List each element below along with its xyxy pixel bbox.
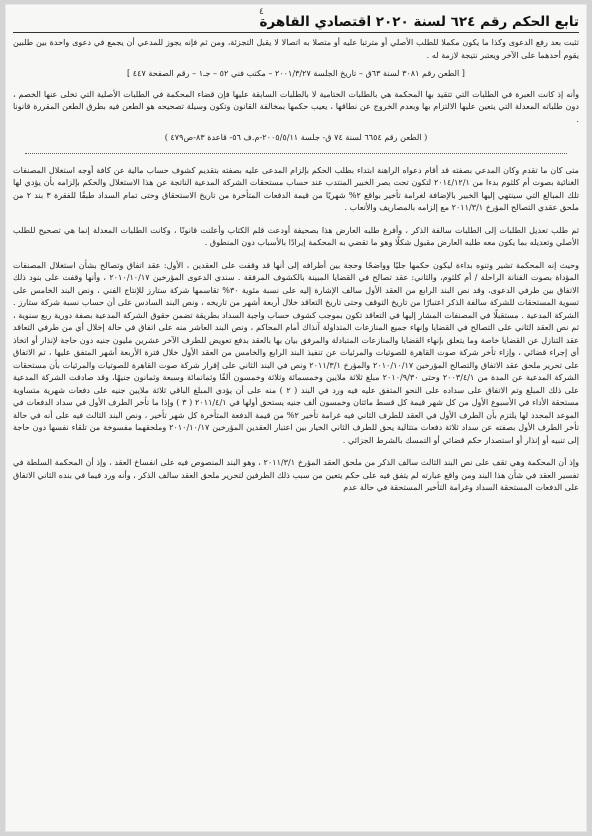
paragraph-4: ثم طلب تعديل الطلبات إلى الطلبات سالفة الذكر ، وأفرغ طلبه العارض هذا بصحيفة أودعت قلم الكتاب وأعلنت قانونًا ، وكانت الطلبات المعدلة إنما هي تصحيح للطلب الأصلي وتعديله بما يكون معه طلبه العارض مقبول شكلًا وهو ما تقضي به المحكمة إيرادًا بالأسباب دون المنطوق . bbox=[13, 224, 579, 247]
page-number: ٤ bbox=[259, 7, 264, 17]
paragraph-2: وأنه إذ كانت العبرة في الطلبات التي تتقيد بها المحكمة هي بالطلبات الختامية لا بالطلبات السابقة عليها فإن قضاء المحكمة في الطلبات الأصلية التي تخلى عنها الخصم ، دون طلباته المعدلة التي يتعين عليها الالتزام بها وبعدم الخروج عن نطاقها ، يعيب حكمها بمخالفة القانون وتكون وسيلة تصحيحه هو الطعن فيه بطرق الطعن المقررة قانونا . bbox=[13, 88, 579, 124]
paragraph-6: وإذ أن المحكمة وهي تقف على نص البند الثالث سالف الذكر من ملحق العقد المؤرخ ٢٠١١/٣/١ ، وهو البند المنصوص فيه على انفساخ العقد ، وإذ أن المحكمة السلطة في تفسير العقد في شأن هذا البند ومن واقع عبارته لم يتفق فيه على حكم يتعين من سبب ذلك الطرفين لتحرير ملحق العقد سالف الذكر ، وأنه ورد فيما في بنده الثاني الاتفاق على الدفعات المستحقة السداد وغرامة التأخير المستحقة في حالة عدم bbox=[13, 457, 580, 492]
citation-2: ( الطعن رقم ٦٦٥٤ لسنة ٧٤ ق- جلسة ٢٠٠٥/٥/١١-م.ف ٥٦- قاعدة ٨٣-ص٤٧٩ ) bbox=[164, 132, 428, 142]
paragraph-5: وحيث إنه المحكمة تشير وتنوه بداءة ليكون حكمها جليًا وواضحًا وحجة بين أطرافه إلى أنها قد وقفت على العقدين ، الأول: عقد اتفاق وتصالح بشأن استغلال المصنفات المؤداة بصوت الفنانة الراحلة / أم كلثوم، والثاني: عقد تصالح في القضايا المبينة بالكشوف المرفقة . سندي الدعوى المؤرخين ٢٠١٠/١٠/١٧ ، وأنها وقفت على بنود ذلك الاتفاق بين طرفي الدعوى، وقد نص البند الرابع من العقد الأول سالف الإشارة إليه على نسبة مئوية ٣٠% تقاسمها شركة ستارز للإنتاج الفني ، ونص البند الخامس على تسوية المستحقات للشركة سالفة الذكر اعتبارًا من تاريخ التوقف وحتى تاريخ التعاقد خلال أربعة أشهر من تاريخه ، ونص البند السادس على أن حساب نسبة شركة ستارز . الشركة المدعية . مستقبلًا في المصنفات المشار إليها في التعاقد تكون بموجب كشوف حساب واجبة السداد بطريقة تضمن حقوق الشركة المدعية بصفة دورية ربع سنوية ، ثم نص العقد الثاني على التصالح في القضايا وإنهاء جميع المنازعات المتداولة آنذاك أمام المحاكم ، ونص البند العاشر منه على اتفاق في حالة إخلال أي من طرفي التعاقد عقد التنازل عن القضايا خاصة وما يتعلق بإنهاء القضايا والمنازعات المتبادلة والمرفق بيان بها بالعقد بدفع تعويض للطرف الآخر عشرين مليون جنيه دون حاجة لإنذار أو اتخاذ أي إجراء قضائي ، وإزاء تأخر شركة صوت القاهرة للصوتيات والمرئيات عن تنفيذ البند الرابع والخامس من العقد الأول خلال فترة الأربعة أشهر المتفق عليها ، تم الاتفاق على تحرير ملحق عقد الاتفاق والتصالح المؤرخين ٢٠١٠/١٠/١٧ والمؤرخ ٢٠١١/٣/١ ونص في البند الثاني على إقرار شركة صوت القاهرة للصوتيات والمرئيات بأن مستحقات الشركة المدعية عن المدة من ٢٠٠٣/٤/١ وحتى ٢٠١٠/٩/٣٠ مبلغ ثلاثة ملايين وخمسمائة وثلاثة وخمسون ألفًا وثمانمائة وسبعة وثمانون جنيهًا، وقد صادقت الشركة المدعية على ذلك المبلغ وتم الاتفاق على سداده على النحو المتفق عليه فيه ورد في البند ( ٢ ) منه على أن يؤدي المبلغ الباقي ثلاثة ملايين جنيه على دفعات شهرية متساوية مستحقة الأداء في الأسبوع الأول من كل شهر قيمة كل قسط مائتان وخمسون ألف جنيه يستحق أولها في ٢٠١١/٤/١ ( ٣ ) وإذا ما تأخر الطرف الأول في سداد الدفعات في الموعد المحدد لها يلتزم بأن الطرف الأول في العقد للطرف الثاني فيه غرامة تأخير ٢% من قيمة الدفعة المتأخرة كل شهر تأخير ، ونص البند الثالث فيه على أنه في حالة تأخر الطرف الأول بصفته عن سداد ثلاثة دفعات متتالية يحق للطرف الثاني الخيار بين اعتبار العقدين المؤرخين ٢٠١٠/١٠/١٧ وملحقهما مفسوخة من تلقاء نفسها دون حاجة إلى تنبيه أو إنذار أو استصدار حكم قضائي أو التمسك بالشرط الجزائي . bbox=[13, 259, 580, 445]
document-header: تابع الحكم رقم ٦٢٤ لسنة ٢٠٢٠ اقتصادي القاهرة bbox=[13, 14, 579, 33]
document-page bbox=[5, 4, 587, 832]
dotted-separator bbox=[25, 152, 567, 154]
document-body bbox=[13, 4, 579, 832]
paragraph-3: متى كان ما تقدم وكان المدعي بصفته قد أقام دعواه الراهنة ابتداء بطلب الحكم بإلزام المدعى عليه بصفته بتقديم كشوف حساب مالية عن كافة أوجه استغلال المصنفات الغنائية بصوت أم كلثوم بدءا من ٢٠١٤/١٢/١ لتكون تحت بصر الخبير المنتدب عند حساب مستحقات الشركة المدعية الناتجة عن هذا الاستغلال والحكم بإلزامه بأن يؤدي لها تلك المبالغ التي سينتهي إليها الخبير بالإضافة لغرامة تأخير بواقع ٢% شهريًا من قيمة الدفعات المتأخرة من تاريخ الاستحقاق وحتى تمام السداد طبقًا للفقرة ٣ بند ٢ من ملحق عقدي التصالح المؤرخ ٢٠١١/٣/١ مع إلزامه بالمصاريف والأتعاب . bbox=[13, 164, 579, 212]
citation-1: [ الطعن رقم ٣٠٨١ لسنة ٦٣ق – تاريخ الجلسة ٢٠٠١/٣/٢٧ – مكتب فني ٥٢ – جـ١ – رقم الصفحة ٤٤٧ ] bbox=[127, 68, 465, 78]
paragraph-1: تثبت بعد رفع الدعوى وكذا ما يكون مكملا للطلب الأصلي أو مترتبا عليه أو متصلا به اتصالا لا يقبل التجزئة، ومن ثم فإنه يجوز للمدعي أن يجمع في دعوى واحدة بين طلبين يقوم أحدهما على الآخر ويعتبر نتيجة لازمة له . bbox=[13, 37, 579, 60]
